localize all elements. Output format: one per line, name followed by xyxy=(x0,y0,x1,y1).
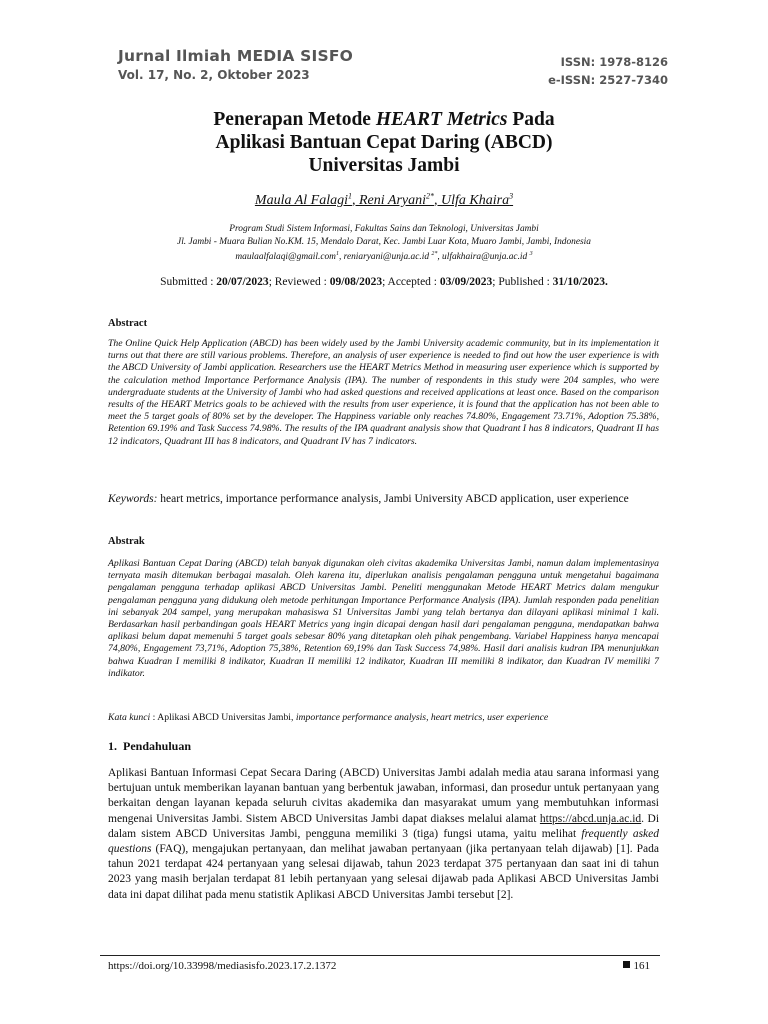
section-heading xyxy=(108,739,191,754)
abstrak-text: Aplikasi Bantuan Cepat Daring (ABCD) telah banyak digunakan oleh civitas akademika Universitas Jambi, namun dalam implementasinya ternyata masih ditemukan berbagai masalah. Oleh karena itu, diperlukan analisis pengalaman pengguna untuk mengetahui bagaimana pengalaman pengguna terhadap aplikasi ABCD Universitas Jambi. Peneliti menggunakan Metode HEART Metrics dalam mengukur pengalaman pengguna yang didukung oleh metode perhitungan Importance Performance Analysis (IPA). Jumlah responden pada penelitian ini sebanyak 204 sampel, yang merupakan mahasiswa S1 Universitas Jambi yang telah bertanya dan dilayani aplikasi minimal 1 kali. Berdasarkan hasil perbandingan goals HEART Metrics yang ingin dicapai dengan hasil dari pengalaman pengguna, mendapatkan bahwa aplikasi belum dapat memenuhi 5 target goals sebesar 80% yang ditetapkan oleh pihak pengembang. Variabel Happiness hanya mencapai 74,80%, Engagement 73,71%, Adoption 75,38%, Retention 69,19% dan Task Success 74,98%. Hasil dari analisis kudran IPA menunjukkan bahwa Kuadran I memiliki 8 indikator, Kuadran II memiliki 12 indikator, Kuadran III memiliki 8 indikator, dan Kuadran IV memiliki 7 indikator. xyxy=(108,558,659,679)
kata-kunci xyxy=(108,712,659,723)
affiliation-line-2: Jl. Jambi - Muara Bulian No.KM. 15, Mendalo Darat, Kec. Jambi Luar Kota, Muaro Jambi, Jambi, Indonesia xyxy=(177,236,591,247)
page-number-value: 161 xyxy=(633,960,650,972)
title-line-2: Aplikasi Bantuan Cepat Daring (ABCD) xyxy=(215,132,553,153)
keywords xyxy=(108,492,659,507)
paper-title xyxy=(100,108,668,177)
kata-kunci-plain: : Aplikasi ABCD Universitas Jambi, xyxy=(150,712,296,723)
kata-kunci-label: Kata kunci xyxy=(108,712,151,723)
kata-kunci-italic: importance performance analysis, heart metrics, user experience xyxy=(295,712,549,723)
email-3-sup: 3 xyxy=(529,251,533,258)
submission-dates xyxy=(100,276,668,288)
title-line-3: Universitas Jambi xyxy=(308,155,460,176)
intro-part-3: (FAQ), mengajukan pertanyaan, dan melihat jawaban pertanyaan (jika pertanyaan telah dijawab) [1]. Pada tahun 2021 terdapat 424 pertanyaan yang selesai dijawab, tahun 2023 terdapat 375 pertanyaan dan saat ini di tahun 2023 yang masih berjalan terdapat 81 lebih pertanyaan yang selesai dijawab pada Aplikasi ABCD Universitas Jambi data ini dapat dilihat pada menu statistik Aplikasi ABCD Universitas Jambi tersebut [2]. xyxy=(108,843,659,901)
submitted-date: 20/07/2023 xyxy=(216,276,269,288)
abstract-heading: Abstract xyxy=(108,318,148,329)
eissn: e-ISSN: 2527-7340 xyxy=(548,73,668,87)
accepted-date: 03/09/2023 xyxy=(439,276,493,288)
abstract-text: The Online Quick Help Application (ABCD) has been widely used by the Jambi University academic community, but in its implementation it turns out that there are still various problems. Therefore, an analysis of user experience is needed to find out how the user experience is with the ABCD University of Jambi application. Researchers use the HEART Metrics Method in measuring user experience which is supported by the calculation method Importance Performance Analysis (IPA). The number of respondents in this study were 204 samples, who were undergraduate students at the University of Jambi who had asked questions and received applications at least once. Based on the comparison results of the HEART Metrics goals to be achieved with the results from user experience, it is found that the application has not been able to meet the 5 target goals of 80% set by the developer. The Happiness variable only reaches 74.80%, Engagement 73.71%, Adoption 75.38%, Retention 69.19% and Task Success 74.98%. The results of the IPA quadrant analysis show that Quadrant I has 8 indicators, Quadrant II has 12 indicators, Quadrant III has 8 indicators, and Quadrant IV has 7 indicators. xyxy=(108,338,659,447)
author-3: Ulfa Khaira xyxy=(441,192,510,208)
doi-link[interactable]: https://doi.org/10.33998/mediasisfo.2023.17.2.1372 xyxy=(108,960,337,972)
email-2: , reniaryani@unja.ac.id xyxy=(338,252,432,263)
accepted-label: ; Accepted : xyxy=(382,276,440,288)
journal-volume: Vol. 17, No. 2, Oktober 2023 xyxy=(118,68,310,82)
submitted-label: Submitted : xyxy=(160,276,217,288)
abstrak-heading: Abstrak xyxy=(108,536,145,547)
footer-divider xyxy=(100,955,660,956)
issn-block xyxy=(548,53,668,89)
author-list xyxy=(100,191,668,209)
intro-part-2: . Di dalam sistem ABCD Universitas Jambi, pengguna memiliki 3 (tiga) fungsi utama, yaitu melihat xyxy=(108,812,660,840)
affiliation xyxy=(100,223,668,264)
journal-header xyxy=(118,47,353,82)
section-title: Pendahuluan xyxy=(123,739,192,753)
affiliation-emails xyxy=(100,248,668,264)
published-date: 31/10/2023. xyxy=(552,276,608,288)
author-sep-1: , xyxy=(351,192,359,208)
reviewed-label: ; Reviewed : xyxy=(268,276,330,288)
square-bullet-icon xyxy=(623,961,630,968)
title-line-1 xyxy=(100,108,668,131)
affiliation-line-1: Program Studi Sistem Informasi, Fakultas Sains dan Teknologi, Universitas Jambi xyxy=(229,224,539,234)
email-1-sup: 1 xyxy=(335,251,339,258)
email-2-sup: 2* xyxy=(431,251,438,258)
keywords-label: Keywords: xyxy=(108,493,158,505)
intro-part-1: Aplikasi Bantuan Informasi Cepat Secara Daring (ABCD) Universitas Jambi adalah media atau sarana informasi yang bertujuan untuk memberikan layanan bantuan yang berbentuk jawaban, informasi, dan prosedur untuk pertanyaan yang berkaitan dengan layanan kepada seluruh civitas akademika dan masyarakat umum yang membutuhkan informasi mengenai Universitas Jambi. Sistem ABCD Universitas Jambi dapat diakses melalui alamat xyxy=(108,767,659,825)
journal-name: Jurnal Ilmiah MEDIA SISFO xyxy=(118,47,353,65)
section-number: 1. xyxy=(108,739,117,753)
keywords-text: heart metrics, importance performance analysis, Jambi University ABCD application, user experience xyxy=(157,493,629,505)
abcd-link[interactable]: https://abcd.unja.ac.id xyxy=(539,812,642,825)
email-1: maulaalfalaqi@gmail.com xyxy=(235,252,336,263)
title-part-italic: HEART Metrics xyxy=(375,109,508,130)
intro-faq: frequently asked questions xyxy=(108,827,659,856)
author-3-sup: 3 xyxy=(509,191,514,200)
title-part-1: Penerapan Metode xyxy=(213,109,376,130)
author-1-sup: 1 xyxy=(347,191,352,200)
published-label: ; Published : xyxy=(492,276,553,288)
issn: ISSN: 1978-8126 xyxy=(560,55,668,69)
reviewed-date: 09/08/2023 xyxy=(329,276,383,288)
author-sep-2: , xyxy=(434,192,441,208)
title-part-2: Pada xyxy=(507,109,555,130)
intro-paragraph xyxy=(108,766,659,903)
author-2: Reni Aryani xyxy=(358,192,426,208)
page-number xyxy=(623,960,651,972)
author-2-sup: 2* xyxy=(426,191,434,200)
email-3: , ulfakhaira@unja.ac.id xyxy=(437,252,530,263)
author-1: Maula Al Falagi xyxy=(254,192,348,208)
